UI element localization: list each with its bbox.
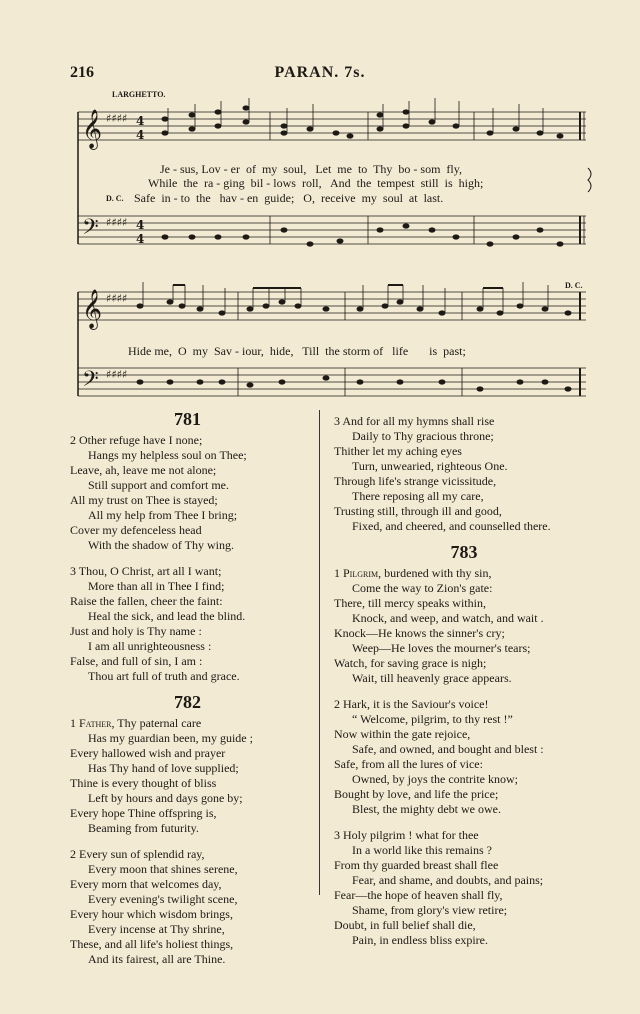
bass-clef-icon: 𝄢 — [82, 215, 99, 245]
left-column — [70, 410, 305, 978]
verse-line: Pain, in endless bliss expire. — [352, 933, 488, 947]
verse-line: 3 Thou, O Christ, art all I want; — [70, 564, 222, 578]
verse-line: Daily to Thy gracious throne; — [352, 429, 494, 443]
svg-text:♯♯♯♯: ♯♯♯♯ — [106, 112, 128, 125]
verse-line: Watch, for saving grace is nigh; — [334, 656, 487, 670]
hymn-number-781: 781 — [174, 409, 201, 429]
verse-line: Heal the sick, and lead the blind. — [88, 609, 246, 623]
verse-line: With the shadow of Thy wing. — [88, 538, 234, 552]
verse-line: 3 And for all my hymns shall rise — [334, 414, 495, 428]
column-divider — [319, 410, 320, 895]
tune-title: PARAN. 7s. — [274, 64, 366, 81]
verse-line: Has my guardian been, my guide ; — [88, 731, 253, 745]
hymn-number-783: 783 — [450, 542, 478, 562]
hymn-781-verse-2 — [70, 433, 305, 553]
hymn-782-verse-2 — [70, 847, 305, 967]
verse-line: 3 Holy pilgrim ! what for thee — [334, 828, 479, 842]
page-number: 216 — [70, 64, 94, 81]
verse-first-word: Pilgrim — [343, 566, 379, 580]
treble-clef-icon: 𝄞 — [82, 289, 103, 329]
hymn-783-verse-1 — [334, 566, 594, 686]
verse-line: Fear, and shame, and doubts, and pains; — [352, 873, 544, 887]
right-column — [334, 410, 594, 959]
verse-line-rest: , Thy paternal care — [111, 716, 202, 730]
svg-text:4: 4 — [136, 218, 145, 232]
verse-line: Come the way to Zion's gate: — [352, 581, 493, 595]
verse-line: Wait, till heavenly grace appears. — [352, 671, 512, 685]
verse-line: There reposing all my care, — [352, 489, 484, 503]
verse-line: Bought by love, and life the price; — [334, 787, 499, 801]
hymn-783-verse-2 — [334, 697, 594, 817]
verse-line: Thou art full of truth and grace. — [88, 669, 240, 683]
verse-line: Just and holy is Thy name : — [70, 624, 202, 638]
svg-text:♯♯♯♯: ♯♯♯♯ — [106, 368, 128, 381]
verse-line: Every incense at Thy shrine, — [88, 922, 225, 936]
verse-line: From thy guarded breast shall flee — [334, 858, 499, 872]
verse-line: Hangs my helpless soul on Thee; — [88, 448, 247, 462]
verse-line: In a world like this remains ? — [352, 843, 492, 857]
dc-end-label: D. C. — [565, 281, 583, 290]
verse-line: I am all unrighteousness : — [88, 639, 212, 653]
verse-line: Knock—He knows the sinner's cry; — [334, 626, 505, 640]
verse-line: Thine is every thought of bliss — [70, 776, 217, 790]
verse-line: 2 Other refuge have I none; — [70, 433, 203, 447]
verse-line: Shame, from glory's view retire; — [352, 903, 508, 917]
verse-line: Every morn that welcomes day, — [70, 877, 222, 891]
lyric-line-1: Je - sus, Lov - er of my soul, Let me to Thy bo - som fly, — [160, 162, 462, 176]
bass-clef-icon: 𝄢 — [82, 367, 99, 397]
verse-line: Still support and comfort me. — [88, 478, 229, 492]
hymn-783-verse-3 — [334, 828, 594, 948]
verse-line: Raise the fallen, cheer the faint: — [70, 594, 223, 608]
verse-line: Every hope Thine offspring is, — [70, 806, 217, 820]
verse-line: Thither let my aching eyes — [334, 444, 462, 458]
verse-line: Safe, and owned, and bought and blest : — [352, 742, 544, 756]
verse-line: Safe, from all the lures of vice: — [334, 757, 483, 771]
svg-text:4: 4 — [136, 128, 145, 142]
bass-staff-system-2 — [78, 368, 586, 396]
verse-line: More than all in Thee I find; — [88, 579, 225, 593]
treble-staff-system-1 — [78, 112, 586, 140]
verse-line: And its fairest, all are Thine. — [88, 952, 226, 966]
dc-label: D. C. — [106, 194, 124, 203]
verse-first-word: Father — [79, 716, 112, 730]
svg-text:♯♯♯♯: ♯♯♯♯ — [106, 216, 128, 229]
verse-line: Doubt, in full belief shall die, — [334, 918, 476, 932]
verse-line: 1 Pilgrim, burdened with thy sin, — [334, 566, 492, 580]
verse-line: Beaming from futurity. — [88, 821, 199, 835]
hymn-782-verse-1 — [70, 716, 305, 836]
verse-line: False, and full of sin, I am : — [70, 654, 203, 668]
verse-line: Blest, the mighty debt we owe. — [352, 802, 501, 816]
verse-line: All my trust on Thee is stayed; — [70, 493, 218, 507]
lyric-line-system-2: Hide me, O my Sav - iour, hide, Till the storm of life is past; — [128, 344, 466, 358]
verse-line: 2 Hark, it is the Saviour's voice! — [334, 697, 489, 711]
hymn-781-verse-3 — [70, 564, 305, 684]
verse-line: These, and all life's holiest things, — [70, 937, 234, 951]
verse-line: Through life's strange vicissitude, — [334, 474, 497, 488]
verse-line: There, till mercy speaks within, — [334, 596, 486, 610]
svg-text:4: 4 — [136, 232, 145, 246]
verse-line-rest: , burdened with thy sin, — [378, 566, 492, 580]
verse-line: Owned, by joys the contrite know; — [352, 772, 518, 786]
svg-text:♯♯♯♯: ♯♯♯♯ — [106, 292, 128, 305]
hymn-781-verse-3b — [334, 414, 594, 534]
bass-staff-system-1 — [78, 216, 586, 244]
verse-line: Left by hours and days gone by; — [88, 791, 243, 805]
treble-clef-icon: 𝄞 — [82, 109, 103, 149]
verse-line: Weep—He loves the mourner's tears; — [352, 641, 531, 655]
verse-line: Has Thy hand of love supplied; — [88, 761, 239, 775]
verse-line: Knock, and weep, and watch, and wait . — [352, 611, 544, 625]
svg-text:4: 4 — [136, 114, 145, 128]
verse-line: Trusting still, through ill and good, — [334, 504, 502, 518]
lyric-line-3: Safe in - to the hav - en guide; O, receive my soul at last. — [134, 191, 444, 205]
verse-line: Leave, ah, leave me not alone; — [70, 463, 217, 477]
verse-line: Cover my defenceless head — [70, 523, 202, 537]
verse-line: Now within the gate rejoice, — [334, 727, 471, 741]
treble-staff-system-2 — [78, 292, 586, 320]
verse-line: Every hallowed wish and prayer — [70, 746, 226, 760]
lyric-line-2: While the ra - ging bil - lows roll, And the tempest still is high; — [148, 176, 484, 190]
verse-line: Turn, unwearied, righteous One. — [352, 459, 508, 473]
verse-line: “ Welcome, pilgrim, to thy rest !” — [352, 712, 513, 726]
verse-line: Every evening's twilight scene, — [88, 892, 238, 906]
verse-line: 2 Every sun of splendid ray, — [70, 847, 205, 861]
tempo-marking: LARGHETTO. — [112, 90, 166, 99]
verse-line: Fear—the hope of heaven shall fly, — [334, 888, 503, 902]
verse-line: 1 Father, Thy paternal care — [70, 716, 202, 730]
verse-line: All my help from Thee I bring; — [88, 508, 238, 522]
verse-line: Every hour which wisdom brings, — [70, 907, 233, 921]
verse-line: Every moon that shines serene, — [88, 862, 238, 876]
hymn-number-782: 782 — [174, 692, 201, 712]
verse-line: Fixed, and cheered, and counselled there. — [352, 519, 551, 533]
